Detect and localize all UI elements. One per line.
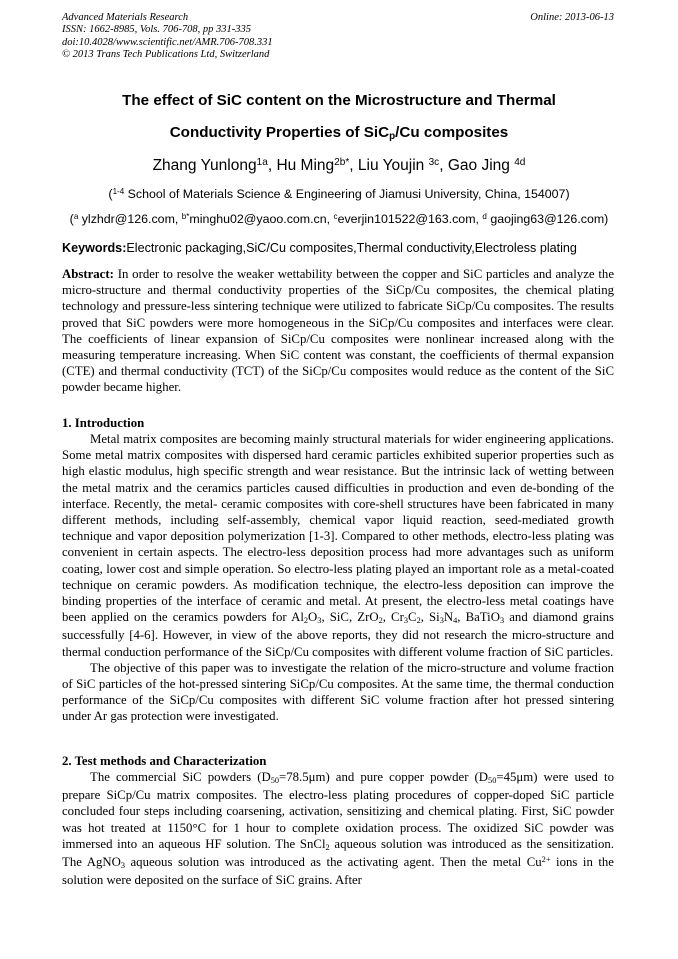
methods-body [62, 769, 614, 888]
abstract-text: In order to resolve the weaker wettability between the copper and SiC particles and analyze the micro-structure and thermal conductivity properties of the SiCp/Cu composites, the chemical plating technology and pressure-less sintering technique were utilized to fabricate SiCp/Cu composites. The results proved that SiC powders were more homogeneous in the SiCp/Cu composites and interfaces were clear. The coefficients of linear expansion of SiCp/Cu composites were nonlinear increased along with the measuring temperature increasing. When SiC content was constant, the coefficients of thermal expansion (CTE) and thermal conductivity (TCT) of the SiCp/Cu composites would reduce as the content of the SiC powder became higher. [62, 267, 614, 395]
online-date: Online: 2013-06-13 [530, 12, 614, 23]
abstract-label: Abstract: [62, 267, 114, 281]
author-emails: ($^a$ ylzhdr@126.com, $^{b*}$minghu02@yaoo.com.cn, $^c$everjin101522@163.com, $^d$ gaojing63@126.com) [69, 211, 609, 226]
affiliation: ($^{1-4}$ School of Materials Science & Engineering of Jiamusi University, China, 154007) [108, 186, 570, 201]
keywords-text: Electronic packaging,SiC/Cu composites,Thermal conductivity,Electroless plating [126, 241, 577, 255]
author-list [40, 156, 638, 177]
journal-header [62, 12, 273, 62]
author: Liu Youjin $^{3c}$, [357, 156, 448, 174]
issn-line: ISSN: 1662-8985, Vols. 706-708, pp 331-335 [62, 24, 251, 36]
doi-line: doi:10.4028/www.scientific.net/AMR.706-708.331 [62, 36, 273, 48]
copyright-line: © 2013 Trans Tech Publications Ltd, Switzerland [62, 49, 270, 61]
introduction-body [62, 431, 614, 725]
introduction-paragraph-2: The objective of this paper was to investigate the relation of the micro-structure and volume fraction of SiC particles of the hot-pressed sintering SiCp/Cu composites. At the same time, the thermal conduction performance of the SiCp/Cu composites with different SiC volume fraction after hot pressed sintering under Ar gas protection were investigated. [62, 660, 614, 724]
section-heading-introduction: 1. Introduction [62, 416, 145, 430]
introduction-paragraph-1: Metal matrix composites are becoming mainly structural materials for wider engineering applications. Some metal matrix composites with dispersed hard ceramic particles exhibited superior properties such as high elastic modulus, high specific strength and wear resistance. But the intrinsic lack of wetting between the metal matrix and the ceramics particles caused difficulties in production and even de-bonding of the interface. Recently, the metal- ceramic composites with core-shell structures have been fabricated in many different methods, including self-assembly, chemical vapor liquid reaction, seed-mediated growth technique and vapor deposition polymerization [1-3]. Compared to other methods, electro-less plating was convenient in certain aspects. The electro-less deposition process had more advantages such as uniform coating, lower cost and simple operation. So electro-less plating played an important role as a metal-coated technique on ceramic powders. As modification technique, the electro-less deposition can improve the binding properties of the interface of ceramic and metal. At present, the electro-less metal coatings have been applied on the ceramics powders for $Al_2O_3$, SiC, ZrO$_2$, $Cr_3C_2$, $Si_3N_4$, BaTiO$_3$ and diamond grains successfully [4-6]. However, in view of the above reports, they did not research the micro-structure and thermal conduction performance of the SiCp/Cu composites with different volume fraction of SiC particles. [62, 432, 614, 659]
section-heading-methods: 2. Test methods and Characterization [62, 754, 267, 768]
author: Zhang Yunlong$^{1a}$, [152, 156, 277, 174]
keywords-label: Keywords: [62, 241, 127, 255]
paper-title-line-2: Conductivity Properties of SiC$_p$/Cu composites [169, 124, 509, 143]
journal-name: Advanced Materials Research [62, 12, 189, 23]
keywords [62, 241, 622, 256]
abstract [62, 266, 614, 396]
paper-title-line-1: The effect of SiC content on the Microstructure and Thermal [122, 92, 556, 109]
author: Gao Jing $^{4d}$ [447, 156, 526, 174]
methods-paragraph-1: The commercial SiC powders $(D_{50}=78.5\mu m)$ and pure copper powder $(D_{50}=45\mu m)$ were used to prepare SiCp/Cu matrix composites. The electro-less plating procedures of copper-doped SiC particle concluded four steps including coarsening, activation, sensitizing and chemical plating. First, SiC powder was hot treated at 1150°C for 1 hour to complete oxidation process. The oxidized SiC powder was immersed into an aqueous HF solution. The SnCl$_2$ aqueous solution was introduced as the sensitization. The AgNO$_3$ aqueous solution was introduced as the activating agent. Then the metal $Cu^{2+}$ ions in the solution were deposited on the surface of SiC grains. After [62, 770, 614, 888]
author: Hu Ming$^{2b*}$, [276, 156, 358, 174]
